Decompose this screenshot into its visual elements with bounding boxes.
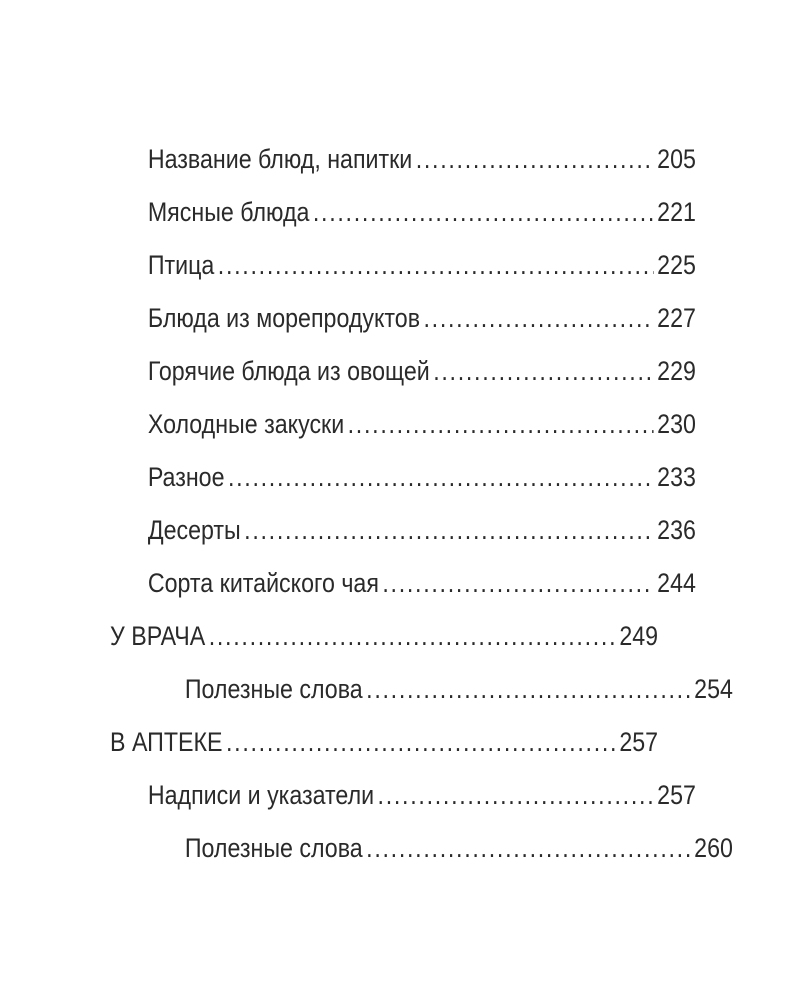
dot-leader [433, 348, 654, 394]
table-of-contents [110, 136, 733, 878]
toc-entry-page: 236 [657, 515, 696, 545]
dot-leader [378, 772, 654, 818]
dot-leader [366, 825, 691, 871]
dot-leader [228, 454, 654, 500]
toc-entry-page: 233 [657, 462, 696, 492]
toc-entry-page: 257 [657, 780, 696, 810]
toc-entry-title: Полезные слова [184, 833, 363, 863]
toc-entry-title: Горячие блюда из овощей [147, 356, 430, 386]
toc-entry-page: 225 [657, 250, 696, 280]
toc-entry-chinese-tea[interactable] [110, 560, 696, 613]
toc-entry-page: 205 [657, 144, 696, 174]
toc-entry-useful-words-pharmacy[interactable] [110, 825, 733, 878]
toc-entry-title: Блюда из морепродуктов [147, 303, 421, 333]
toc-entry-hot-vegetable-dishes[interactable] [110, 348, 696, 401]
toc-entry-title: У ВРАЧА [110, 621, 206, 651]
toc-entry-page: 249 [619, 621, 659, 651]
dot-leader [244, 507, 654, 553]
dot-leader [218, 242, 654, 288]
dot-leader [348, 401, 654, 447]
dot-leader [226, 719, 616, 765]
toc-entry-meat-dishes[interactable] [110, 189, 696, 242]
toc-entry-page: 227 [657, 303, 696, 333]
toc-entry-at-doctor[interactable] [110, 613, 658, 666]
toc-entry-title: Разное [147, 462, 225, 492]
toc-entry-title: Полезные слова [184, 674, 363, 704]
toc-entry-title: Десерты [147, 515, 241, 545]
toc-entry-page: 260 [694, 833, 733, 863]
dot-leader [423, 295, 653, 341]
dot-leader [366, 666, 691, 712]
toc-entry-poultry[interactable] [110, 242, 696, 295]
toc-entry-title: В АПТЕКЕ [110, 727, 223, 757]
toc-entry-page: 244 [657, 568, 696, 598]
dot-leader [382, 560, 653, 606]
toc-entry-desserts[interactable] [110, 507, 696, 560]
toc-entry-dishes-drinks[interactable] [110, 136, 696, 189]
toc-entry-page: 221 [657, 197, 696, 227]
toc-entry-page: 254 [694, 674, 733, 704]
toc-entry-signs[interactable] [110, 772, 696, 825]
toc-entry-page: 229 [657, 356, 696, 386]
toc-entry-miscellaneous[interactable] [110, 454, 696, 507]
toc-entry-at-pharmacy[interactable] [110, 719, 658, 772]
toc-entry-title: Холодные закуски [147, 409, 345, 439]
toc-entry-title: Надписи и указатели [147, 780, 375, 810]
toc-entry-title: Мясные блюда [147, 197, 310, 227]
dot-leader [313, 189, 654, 235]
toc-entry-title: Название блюд, напитки [147, 144, 413, 174]
toc-entry-page: 257 [619, 727, 659, 757]
toc-entry-cold-appetizers[interactable] [110, 401, 696, 454]
toc-entry-page: 230 [657, 409, 696, 439]
dot-leader [416, 136, 654, 182]
toc-entry-useful-words-doctor[interactable] [110, 666, 733, 719]
toc-entry-title: Сорта китайского чая [147, 568, 379, 598]
toc-entry-seafood[interactable] [110, 295, 696, 348]
toc-entry-title: Птица [147, 250, 215, 280]
dot-leader [209, 613, 616, 659]
